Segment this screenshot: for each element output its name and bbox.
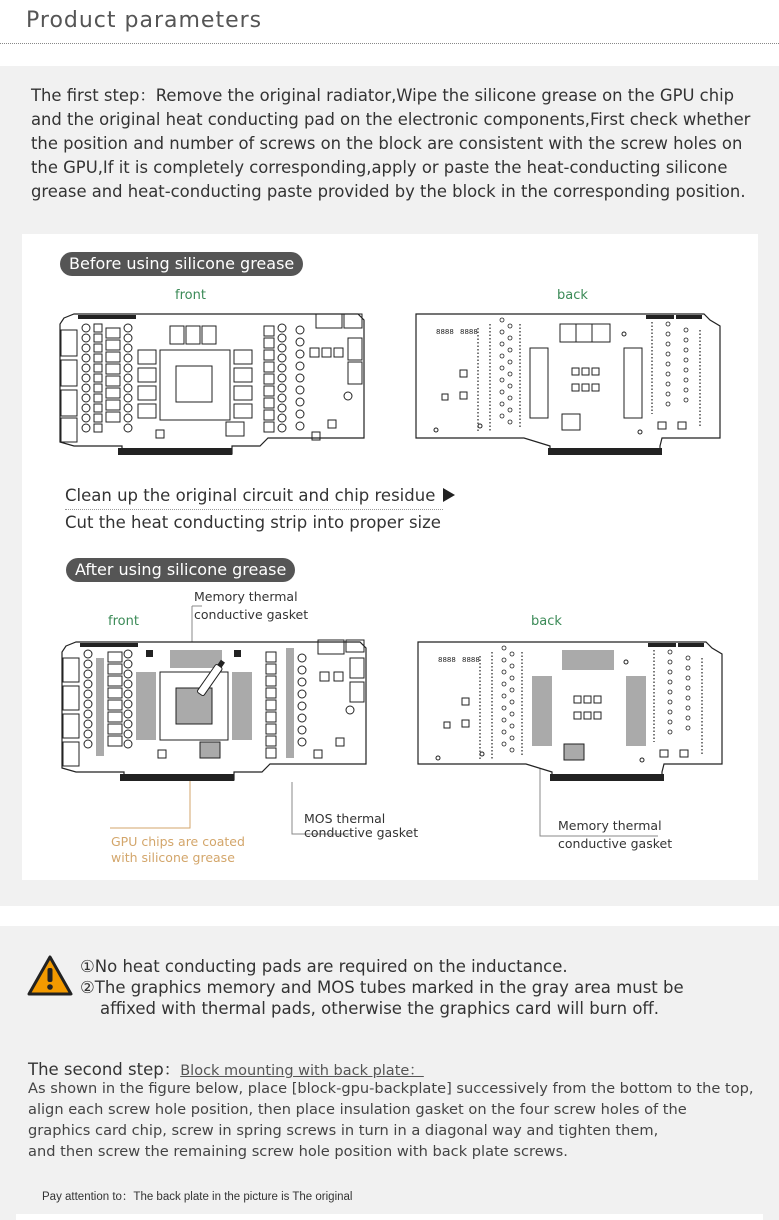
back-memory-label-1: Memory thermal	[558, 818, 662, 833]
after-label: After using silicone grease	[66, 558, 295, 582]
front-label-top: front	[175, 288, 206, 303]
header-divider	[0, 43, 779, 44]
memory-label-front-2: conductive gasket	[194, 607, 309, 622]
warning-section	[0, 926, 779, 1220]
bottom-panel-edge	[16, 1214, 763, 1220]
warning-line-1: ①No heat conducting pads are required on the inductance.	[80, 957, 568, 976]
page-title: Product parameters	[26, 8, 263, 33]
mos-label-2: conductive gasket	[304, 825, 419, 840]
back-label-top: back	[557, 288, 588, 303]
gpu-label-2: with silicone grease	[111, 850, 235, 865]
mos-label-1: MOS thermal	[304, 811, 386, 826]
svg-text:8888: 8888	[462, 656, 480, 664]
warning-text	[80, 956, 720, 1019]
memory-label-front-1: Memory thermal	[194, 589, 298, 604]
attention-note: Pay attention to：The back plate in the picture is The original	[42, 1191, 353, 1203]
step2-line: As shown in the figure below, place [block-gpu-backplate] successively from the bottom to the top,	[28, 1080, 754, 1097]
step2-heading	[28, 1056, 424, 1080]
before-label: Before using silicone grease	[60, 252, 303, 276]
clean-up-label: Clean up the original circuit and chip residue	[65, 486, 436, 505]
step2-title: The second step：	[28, 1060, 181, 1079]
front-label-bottom: front	[108, 614, 139, 629]
step2-line: and then screw the remaining screw hole position with back plate screws.	[28, 1143, 568, 1160]
step2-line: graphics card chip, screw in spring screws in turn in a diagonal way and tighten them,	[28, 1122, 659, 1139]
step2-link[interactable]: Block mounting with back plate：	[180, 1063, 424, 1079]
warning-triangle-icon	[26, 954, 74, 998]
gpu-label-1: GPU chips are coated	[111, 834, 245, 849]
svg-text:8888: 8888	[436, 328, 454, 336]
step1-text: The first step：Remove the original radiator,Wipe the silicone grease on the GPU chip and the original heat conducting pad on the electronic components,First check whether the position and number of screws on the block are consistent with the screw holes on the GPU,If it is completely corresponding,apply or paste the heat-conducting silicone grease and heat-conducting paste provided by the block in the corresponding position.	[31, 86, 751, 201]
warning-line-2: ②The graphics memory and MOS tubes marked in the gray area must be	[80, 978, 684, 997]
page-header	[0, 0, 779, 46]
step2-body	[28, 1078, 758, 1162]
cut-strip-text: Cut the heat conducting strip into proper size	[65, 513, 441, 532]
step1-section	[0, 66, 779, 906]
svg-text:8888: 8888	[438, 656, 456, 664]
svg-text:8888: 8888	[460, 328, 478, 336]
diagram-panel	[22, 234, 758, 880]
back-label-bottom: back	[531, 614, 562, 629]
board-front-after	[60, 638, 370, 792]
warning-line-3: affixed with thermal pads, otherwise the graphics card will burn off.	[100, 999, 660, 1018]
back-memory-label-2: conductive gasket	[558, 836, 673, 851]
board-back-after	[416, 638, 726, 792]
step2-line: align each screw hole position, then place insulation gasket on the four screw holes of the	[28, 1101, 687, 1118]
